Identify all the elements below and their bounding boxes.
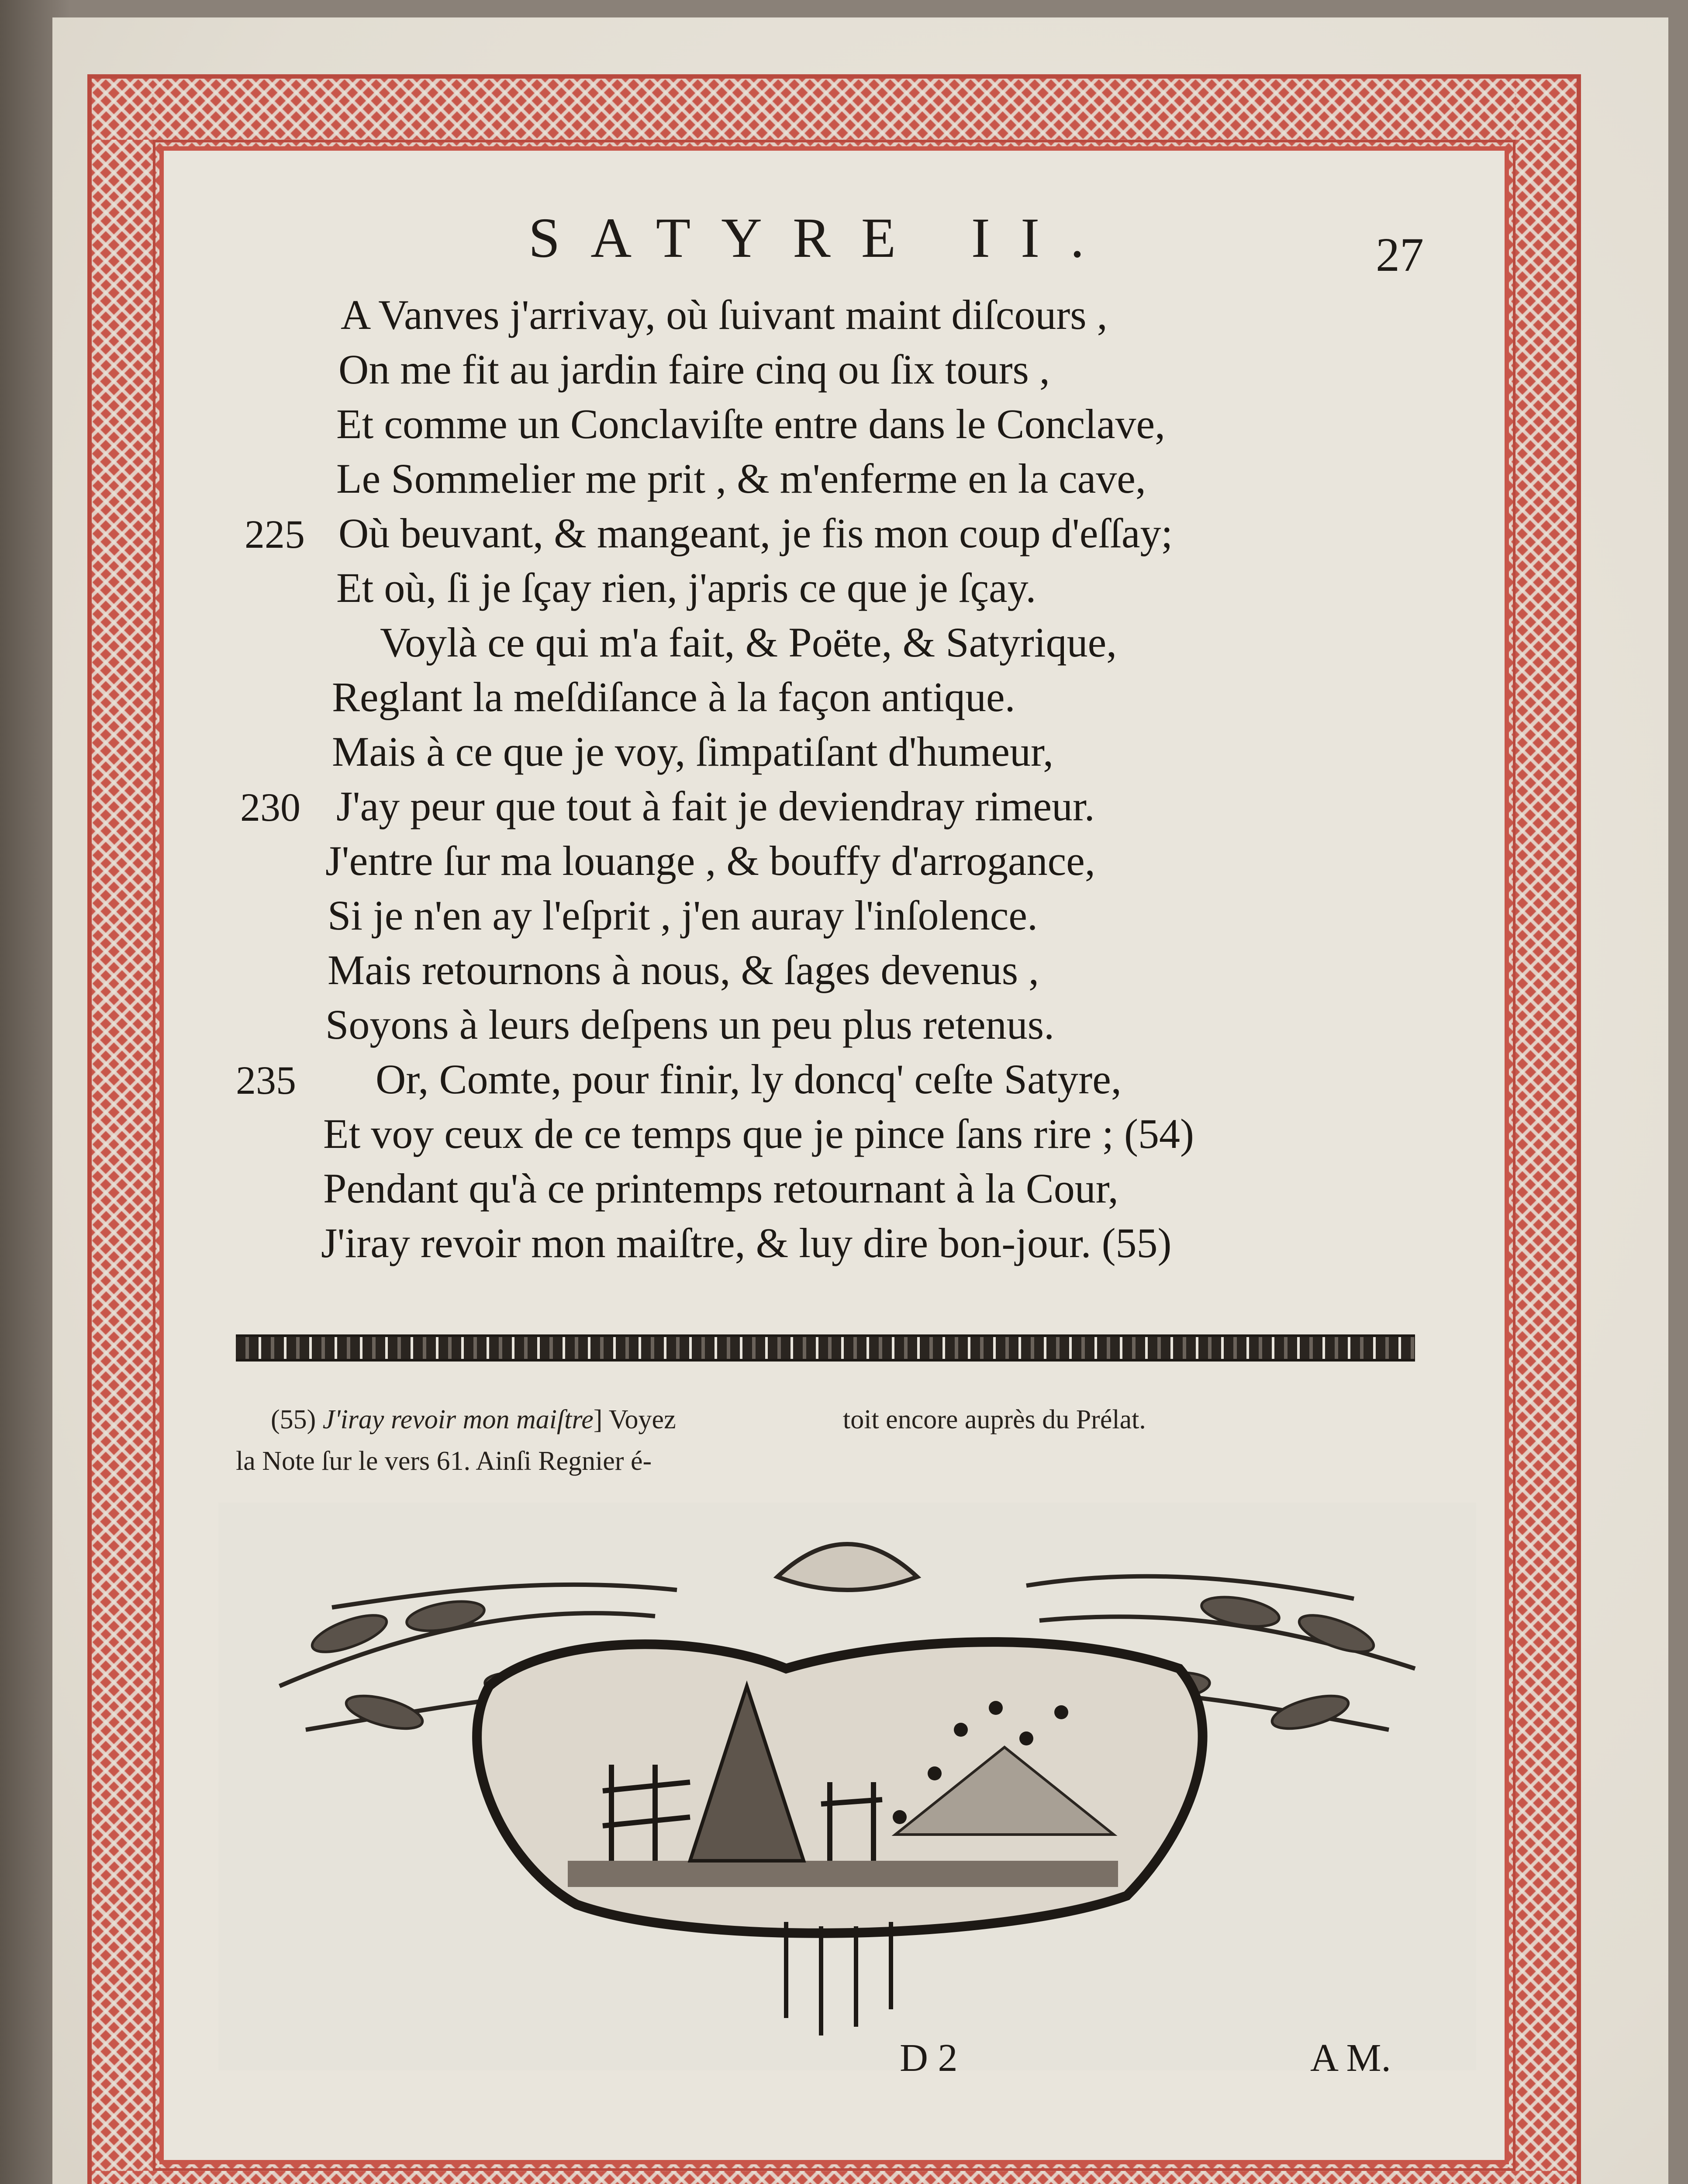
verse-line: Le Sommelier me prit , & m'enferme en la cave, [336, 455, 1146, 502]
cartouche-frame [477, 1642, 1202, 1933]
footnote-line-1 [271, 1404, 676, 1435]
verse-line: Mais retournons à nous, & ſages devenus , [328, 947, 1039, 993]
line-number: 230 [240, 785, 300, 829]
page-number: 27 [1376, 228, 1424, 281]
verse-line: On me fit au jardin faire cinq ou ſix tours , [338, 346, 1050, 393]
verse-line: J'ay peur que tout à fait je deviendray rimeur. [336, 783, 1095, 829]
verse-line: Pendant qu'à ce printemps retournant à la Cour, [323, 1165, 1118, 1212]
signature-mark: D 2 [900, 2036, 958, 2080]
verse-line: Mais à ce que je voy, ſimpatiſant d'humeur, [332, 728, 1054, 775]
verse-line: Et comme un Conclaviſte entre dans le Conclave, [336, 401, 1166, 447]
verse-line: Or, Comte, pour finir, ly doncq' ceſte Satyre, [376, 1056, 1122, 1102]
verse-line: Et où, ſi je ſçay rien, j'apris ce que je ſçay. [336, 564, 1036, 611]
verse-line: Et voy ceux de ce temps que je pince ſans rire ; (54) [323, 1110, 1194, 1157]
verse-line: Soyons à leurs deſpens un peu plus retenus. [325, 1001, 1055, 1048]
footnote-line-2: la Note ſur le vers 61. Ainſi Regnier é- [236, 1446, 652, 1476]
footnote-marker: (55) [271, 1405, 316, 1434]
line-number: 235 [236, 1058, 296, 1102]
ground [568, 1861, 1118, 1887]
ornamental-rule [236, 1334, 1415, 1362]
verse-line: Si je n'en ay l'eſprit , j'en auray l'inſolence. [328, 892, 1038, 939]
catchword: A M. [1310, 2036, 1391, 2080]
line-number: 225 [245, 512, 305, 556]
engraved-vignette [218, 1503, 1476, 2070]
verse-line: Où beuvant, & mangeant, je fis mon coup d'eſſay; [338, 510, 1173, 556]
footnote-lemma: J'iray revoir mon maiſtre [322, 1405, 594, 1434]
running-head: SATYRE II. [528, 207, 1115, 270]
verse-line: Reglant la meſdiſance à la façon antique. [332, 674, 1015, 720]
footnote-line-3: toit encore auprès du Prélat. [843, 1405, 1146, 1434]
verse-line: A Vanves j'arrivay, où ſuivant maint diſcours , [341, 291, 1108, 338]
verse-line: Voylà ce qui m'a fait, & Poëte, & Satyrique, [380, 619, 1117, 666]
footnote-text: ] Voyez [593, 1405, 676, 1434]
verse-line: J'entre ſur ma louange , & bouffy d'arrogance, [325, 837, 1095, 884]
verse-line: J'iray revoir mon maiſtre, & luy dire bon-jour. (55) [321, 1220, 1172, 1266]
